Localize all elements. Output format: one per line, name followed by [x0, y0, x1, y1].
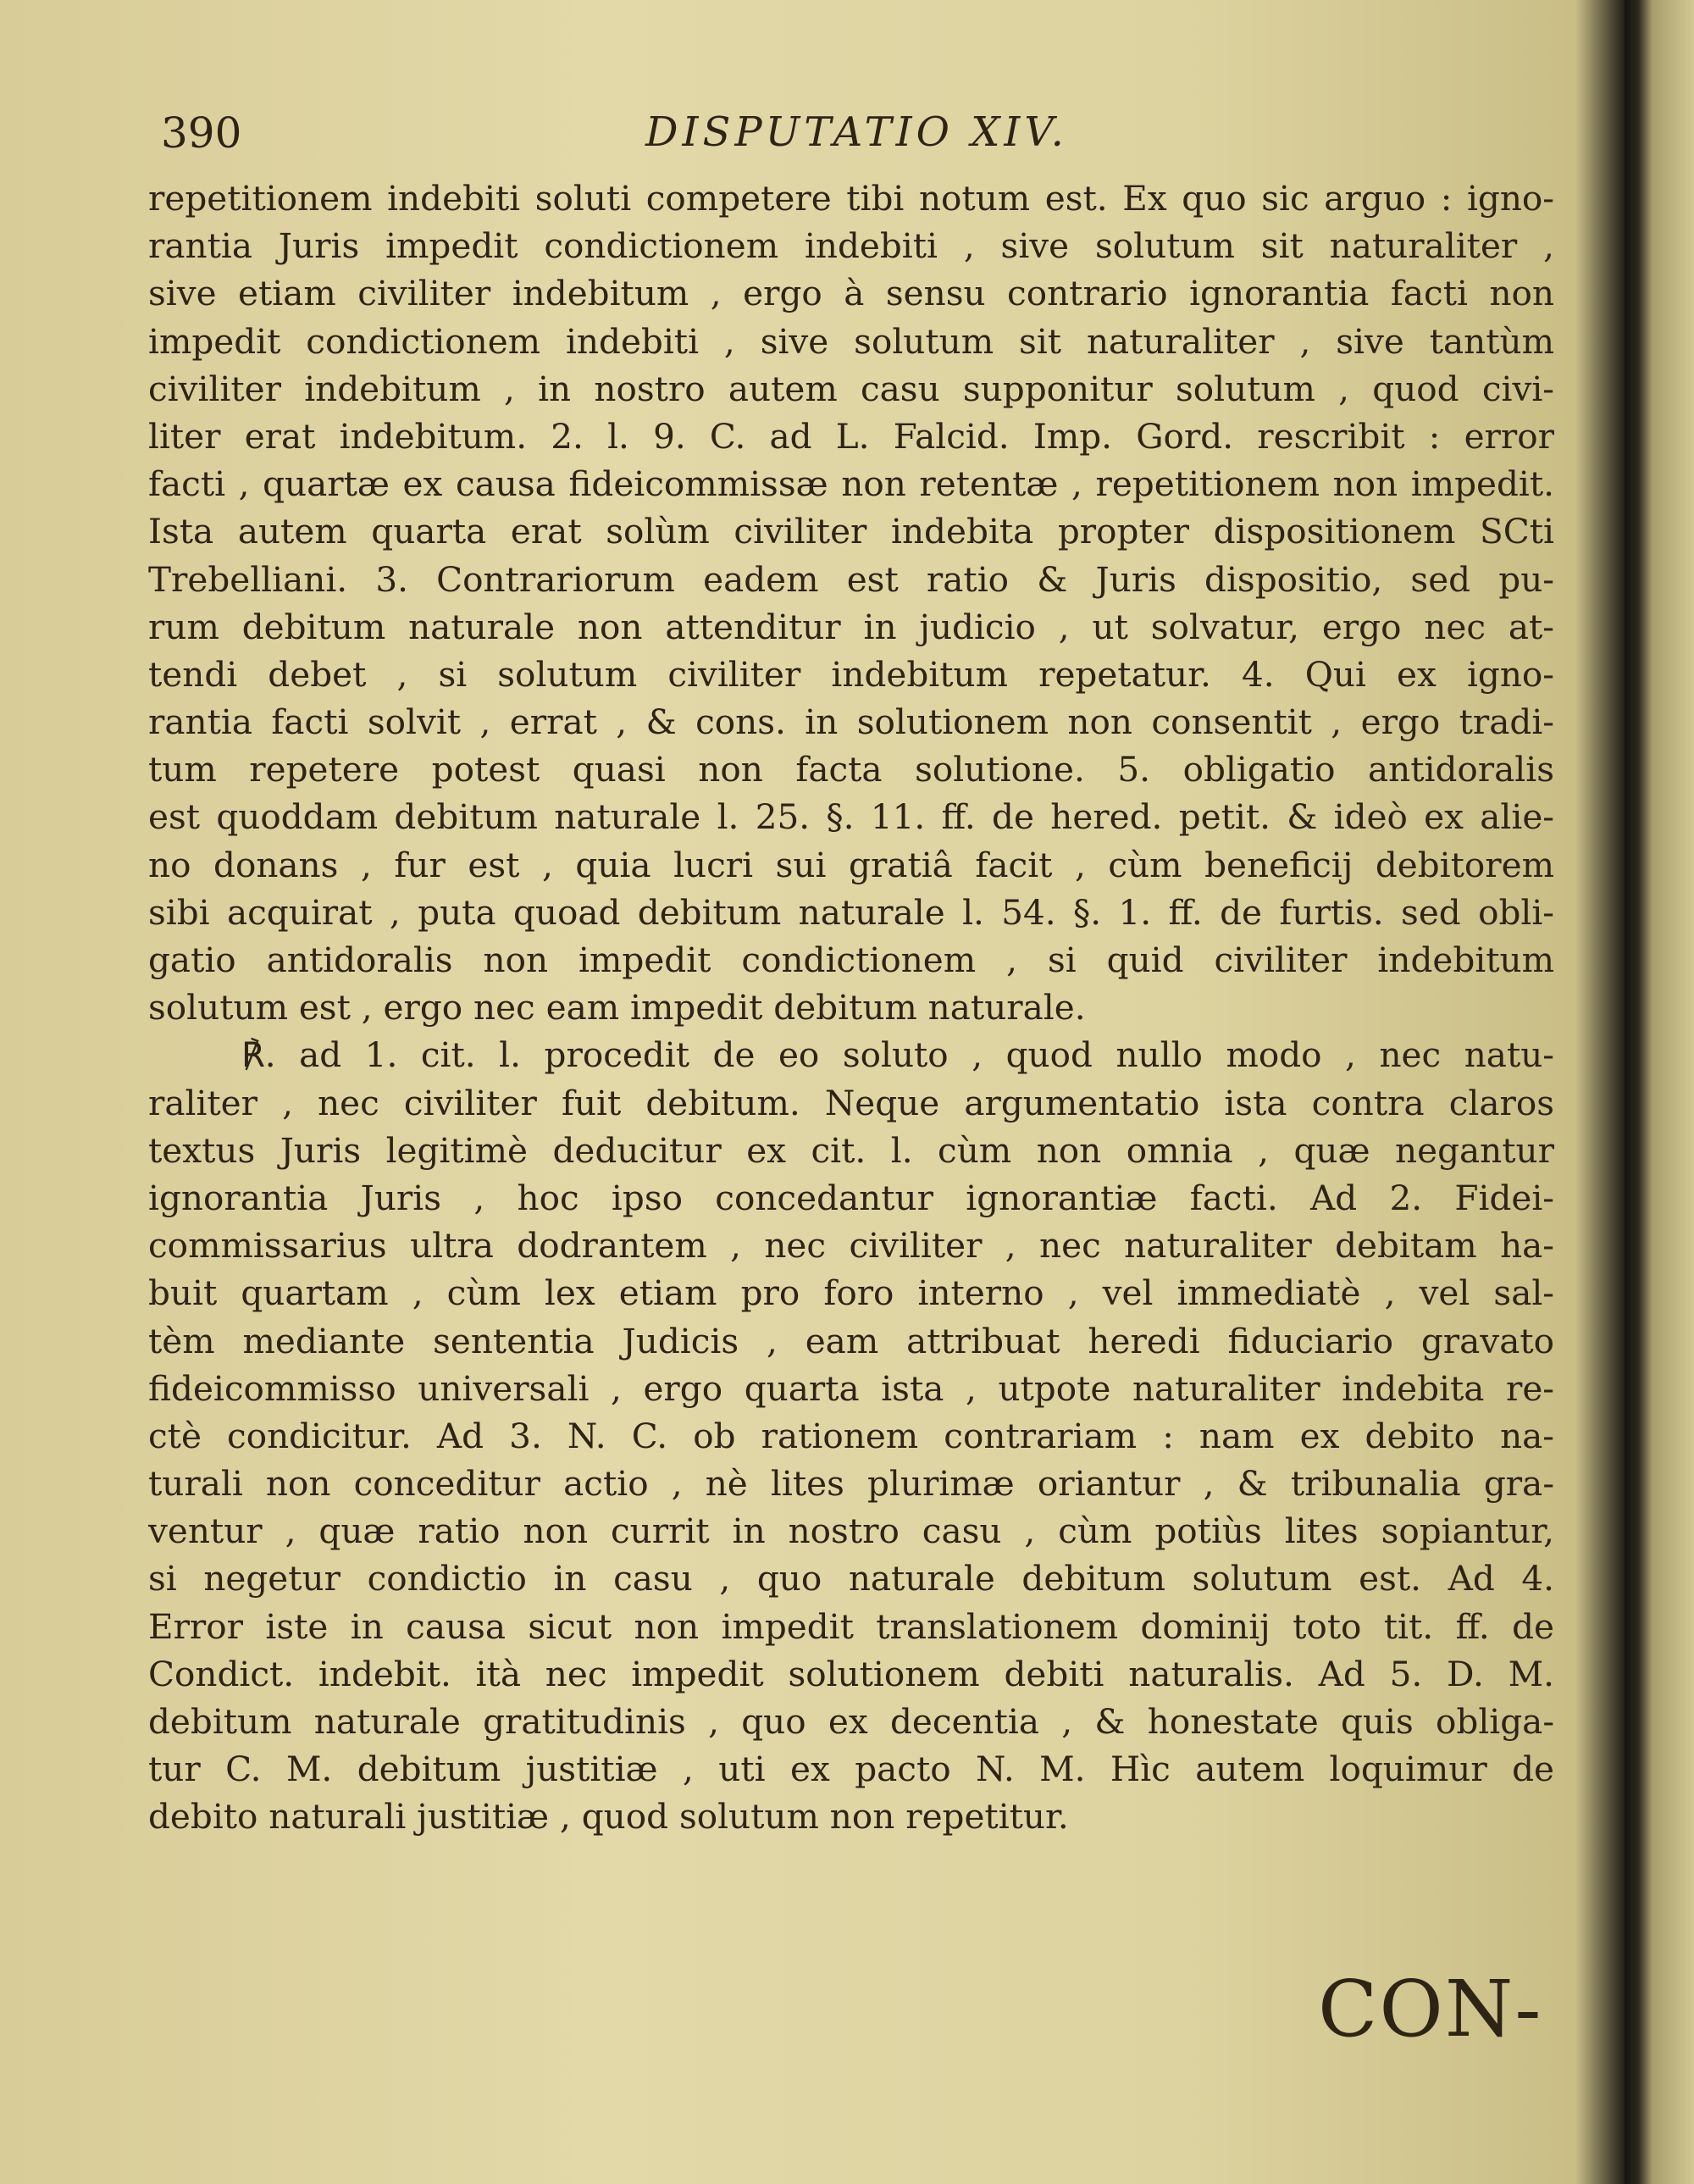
text-line: raliter , nec civiliter fuit debitum. Neque argumentatio ista contra claros [148, 1082, 1554, 1123]
body-text [148, 175, 1554, 1841]
text-line: liter erat indebitum. 2. l. 9. C. ad L. Falcid. Imp. Gord. rescribit : error [148, 415, 1554, 457]
paragraph-2 [148, 1031, 1554, 1840]
text-line: Trebelliani. 3. Contrariorum eadem est ratio & Juris dispositio, sed pu- [148, 558, 1554, 600]
text-line: facti , quartæ ex causa fideicommissæ non retentæ , repetitionem non impedit. [148, 463, 1554, 505]
text-line: tendi debet , si solutum civiliter indebitum repetatur. 4. Qui ex igno- [148, 653, 1554, 695]
text-line: ignorantia Juris , hoc ipso concedantur ignorantiæ facti. Ad 2. Fidei- [148, 1177, 1554, 1218]
text-line: commissarius ultra dodrantem , nec civiliter , nec naturaliter debitam ha- [148, 1225, 1554, 1267]
text-line: sibi acquirat , puta quoad debitum naturale l. 54. §. 1. ff. de furtis. sed obli- [148, 891, 1554, 933]
text-line: fideicommisso universali , ergo quarta ista , utpote naturaliter indebita re- [148, 1367, 1554, 1409]
text-line: tur C. M. debitum justitiæ , uti ex pacto N. M. Hìc autem loquimur de [148, 1749, 1554, 1790]
text-line: turali non conceditur actio , nè lites plurimæ oriantur , & tribunalia gra- [148, 1463, 1554, 1505]
text-line: si negetur condictio in casu , quo naturale debitum solutum est. Ad 4. [148, 1558, 1554, 1599]
text-line: ventur , quæ ratio non currit in nostro casu , cùm potiùs lites sopiantur, [148, 1511, 1554, 1552]
text-line: solutum est , ergo nec eam impedit debitum naturale. [148, 987, 1086, 1028]
text-line: rantia facti solvit , errat , & cons. in solutionem non consentit , ergo tradi- [148, 701, 1554, 743]
text-line: rantia Juris impedit condictionem indebiti , sive solutum sit naturaliter , [148, 225, 1554, 267]
text-line: textus Juris legitimè deducitur ex cit. l. cùm non omnia , quæ negantur [148, 1129, 1554, 1171]
binding-gutter [1625, 0, 1694, 2184]
text-line: gatio antidoralis non impedit condictionem , si quid civiliter indebitum [148, 940, 1554, 980]
text-line: Condict. indebit. ità nec impedit solutionem debiti naturalis. Ad 5. D. M. [148, 1653, 1554, 1694]
text-line: civiliter indebitum , in nostro autem casu supponitur solutum , quod civi- [148, 368, 1554, 409]
text-line: no donans , fur est , quia lucri sui gratiâ facit , cùm beneficij debitorem [148, 844, 1554, 885]
text-line: sive etiam civiliter indebitum , ergo à sensu contrario ignorantia facti non [148, 273, 1554, 314]
text-line: debitum naturale gratitudinis , quo ex decentia , & honestate quis obliga- [148, 1701, 1554, 1742]
text-line: debito naturali justitiæ , quod solutum non repetitur. [148, 1796, 1069, 1838]
text-line: ctè condicitur. Ad 3. N. C. ob rationem contrariam : nam ex debito na- [148, 1415, 1554, 1456]
text-line: impedit condictionem indebiti , sive solutum sit naturaliter , sive tantùm [148, 320, 1554, 362]
text-line: rum debitum naturale non attenditur in judicio , ut solvatur, ergo nec at- [148, 606, 1554, 647]
paragraph-1 [148, 175, 1554, 1031]
running-title: DISPUTATIO XIV. [645, 108, 1068, 156]
text-line: Ista autem quarta erat solùm civiliter indebita propter dispositionem SCti [148, 511, 1554, 552]
text-line: tèm mediante sententia Judicis , eam attribuat heredi fiduciario gravato [148, 1320, 1554, 1361]
text-line: Error iste in causa sicut non impedit translationem dominij toto tit. ff. de [148, 1605, 1554, 1647]
text-line: buit quartam , cùm lex etiam pro foro interno , vel immediatè , vel sal- [148, 1272, 1554, 1314]
text-line: tum repetere potest quasi non facta solutione. 5. obligatio antidoralis [148, 749, 1554, 790]
text-line: ℟. ad 1. cit. l. procedit de eo soluto , quod nullo modo , nec natu- [241, 1034, 1554, 1076]
text-line: repetitionem indebiti soluti competere tibi notum est. Ex quo sic arguo : igno- [148, 178, 1554, 219]
text-line: est quoddam debitum naturale l. 25. §. 11. ff. de hered. petit. & ideò ex alie- [148, 796, 1554, 838]
page-number: 390 [161, 108, 242, 158]
page-header [161, 108, 1592, 168]
catchword: CON- [1318, 1964, 1543, 2054]
